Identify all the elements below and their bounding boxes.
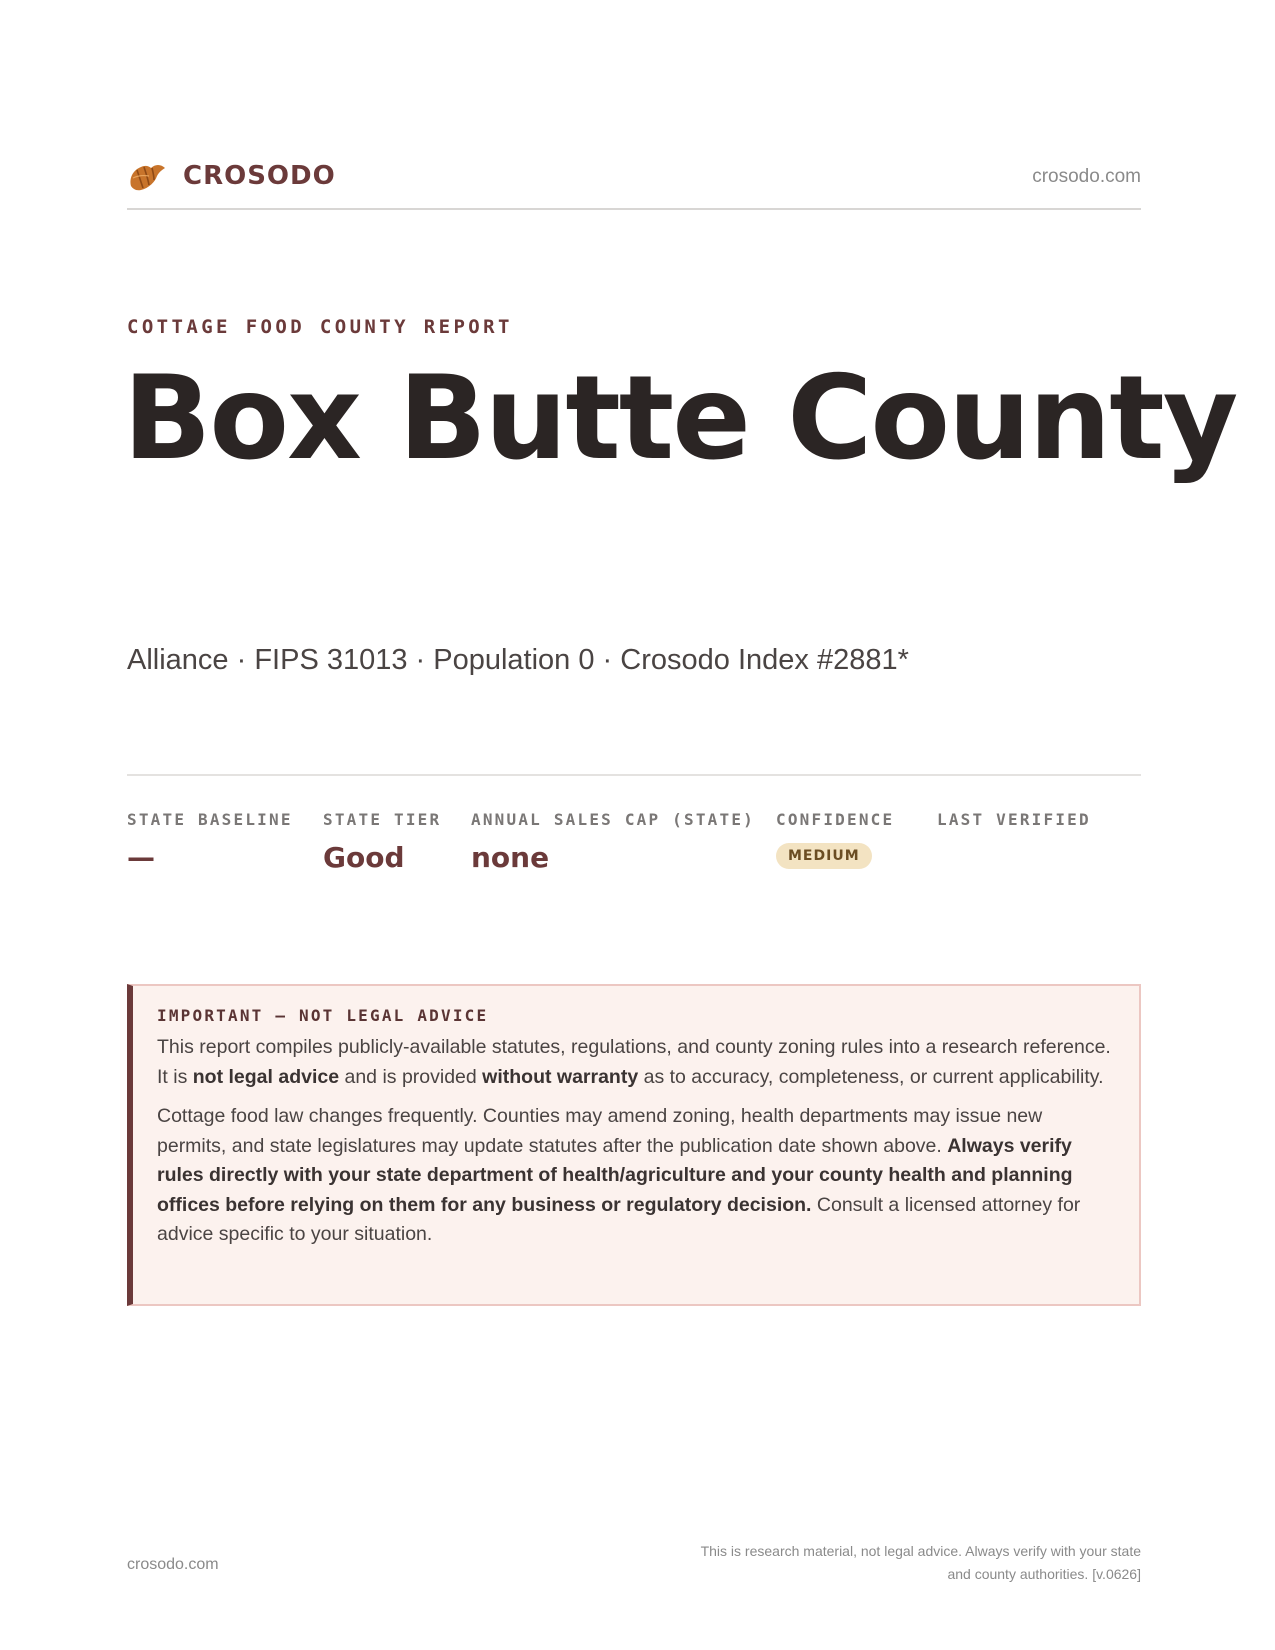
legal-notice: [127, 984, 1141, 1306]
county-summary-line: Alliance · FIPS 31013 · Population 0 · Crosodo Index #2881*: [127, 644, 909, 676]
notice-title: IMPORTANT — NOT LEGAL ADVICE: [157, 1006, 489, 1025]
notice-paragraph-1: [157, 1033, 1113, 1092]
stat-value: none: [471, 841, 550, 874]
notice-text: Consult a licensed attorney for advice specific to your situation.: [157, 1193, 1081, 1245]
stat-value: —: [127, 841, 155, 874]
stat-label: LAST VERIFIED: [937, 810, 1091, 829]
notice-emphasis: not legal advice: [192, 1065, 340, 1088]
stats-row: [127, 810, 1141, 890]
footer-disclaimer: [621, 1540, 1141, 1586]
stat-state-baseline: [127, 810, 293, 874]
header-divider: [127, 208, 1141, 210]
notice-emphasis: without warranty: [482, 1065, 639, 1088]
notice-text: This report compiles publicly-available statutes, regulations, and county zoning rules into a research reference. It is: [157, 1036, 1111, 1088]
stat-confidence: [776, 810, 894, 869]
footer-disclaimer-line-1: This is research material, not legal advice. Always verify with your state: [700, 1543, 1141, 1559]
stat-label: STATE BASELINE: [127, 810, 293, 829]
page-header: [127, 158, 1141, 210]
page-title: Box Butte County: [123, 351, 1237, 486]
notice-paragraph-2: [157, 1102, 1113, 1250]
report-page: [123, 0, 1237, 1650]
notice-text: as to accuracy, completeness, or current applicability.: [638, 1065, 1104, 1088]
notice-text: and is provided: [339, 1065, 483, 1088]
notice-text: Cottage food law changes frequently. Counties may amend zoning, health departments may issue new permits, and state legislatures may update statutes after the publication date shown above.: [157, 1105, 1043, 1157]
brand-logo[interactable]: [127, 158, 336, 194]
stat-state-tier: [323, 810, 441, 874]
stat-label: STATE TIER: [323, 810, 442, 829]
footer-disclaimer-line-2: and county authorities. [v.0626]: [947, 1566, 1141, 1582]
notice-emphasis: Always verify rules directly with your state department of health/agriculture and your county health and planning offices before relying on them for any business or regulatory decision.: [157, 1134, 1073, 1216]
footer-site-link[interactable]: crosodo.com: [127, 1556, 219, 1573]
section-divider: [127, 774, 1141, 776]
stat-annual-sales-cap: [471, 810, 755, 874]
report-kicker: COTTAGE FOOD COUNTY REPORT: [127, 316, 513, 338]
stat-label: ANNUAL SALES CAP (STATE): [471, 810, 755, 829]
croissant-icon: [127, 158, 167, 194]
stat-last-verified: [937, 810, 1091, 841]
confidence-badge: MEDIUM: [776, 843, 872, 869]
stat-value: Good: [323, 841, 405, 874]
stat-label: CONFIDENCE: [776, 810, 895, 829]
header-site-link[interactable]: crosodo.com: [1032, 166, 1141, 187]
brand-name: CROSODO: [183, 161, 336, 191]
